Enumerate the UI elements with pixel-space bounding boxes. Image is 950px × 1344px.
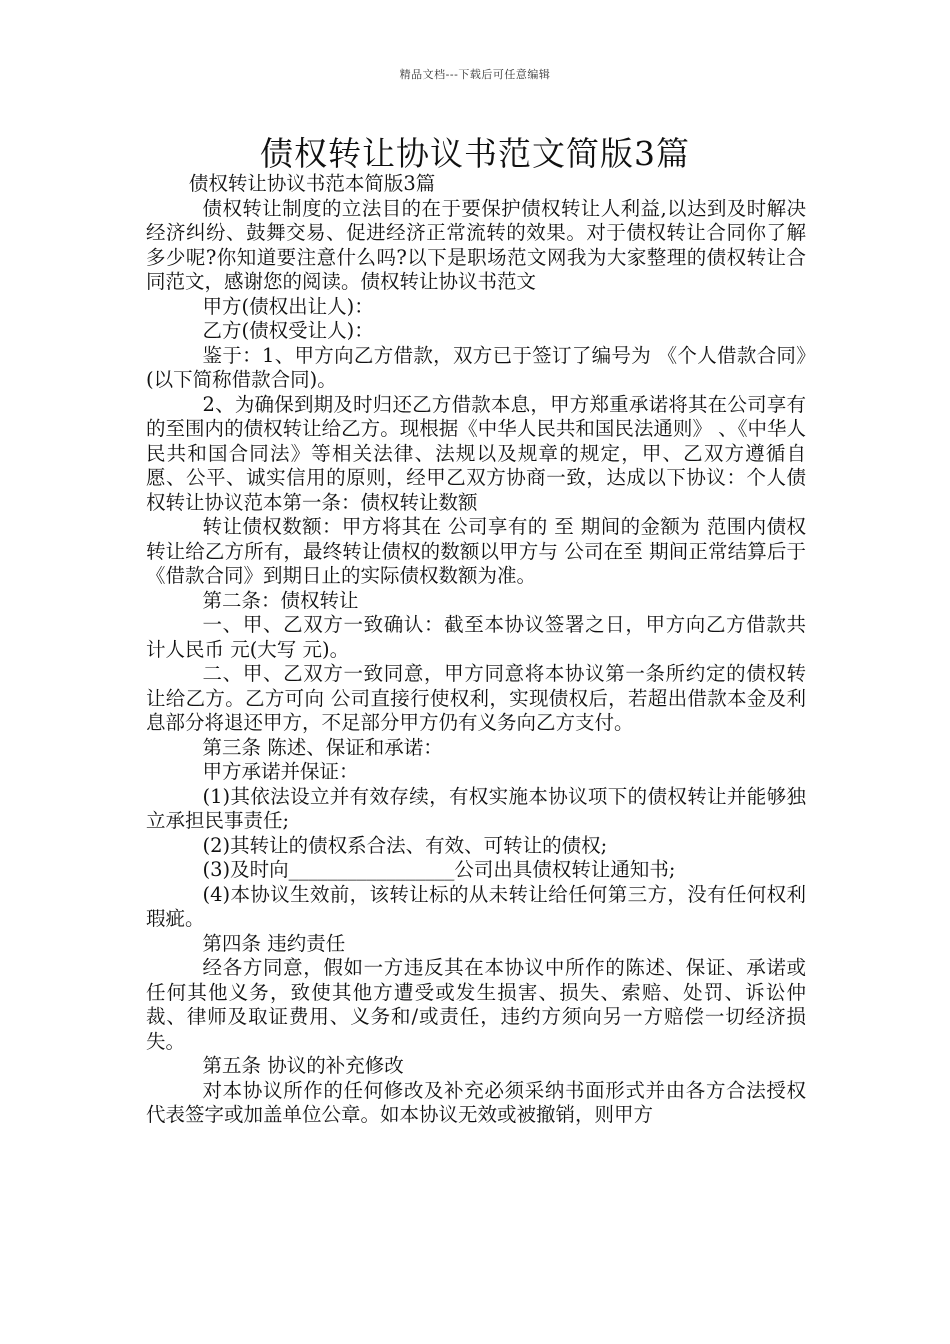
paragraph-party-a-warranty: 甲方承诺并保证： <box>202 760 359 783</box>
paragraph-intro: 债权转让制度的立法目的在于要保护债权转让人利益,以达到及时解决经济纠纷、鼓舞交易、促进经济正常流转的效果。对于债权转让合同你了解多少呢?你知道要注意什么吗?以下是职场范文网我为大家整理的债权转让合同范文，感谢您的阅读。债权转让协议书范文 <box>146 196 806 293</box>
paragraph-breach: 经各方同意，假如一方违反其在本协议中所作的陈述、保证、承诺或任何其他义务，致使其他方遭受或发生损害、损失、索赔、处罚、诉讼仲裁、律师及取证费用、义务和/或责任，违约方须向另一方赔偿一切经济损失。 <box>146 956 806 1053</box>
paragraph-warranty-2: (2)其转让的债权系合法、有效、可转让的债权; <box>202 833 608 857</box>
paragraph-article-2-item-1: 一、甲、乙双方一致确认：截至本协议签署之日，甲方向乙方借款共计人民币 元(大写 元)。 <box>146 613 806 661</box>
paragraph-article-2-item-2: 二、甲、乙双方一致同意，甲方同意将本协议第一条所约定的债权转让给乙方。乙方可向 公司直接行使权利，实现债权后，若超出借款本金及利息部分将退还甲方，不足部分甲方仍有义务向乙方支付。 <box>146 662 806 734</box>
paragraph-whereas-1: 鉴于：1、甲方向乙方借款，双方已于签订了编号为 《个人借款合同》(以下简称借款合同)。 <box>146 343 806 391</box>
header-note: 精品文档---下载后可任意编辑 <box>399 68 551 81</box>
document-title: 债权转让协议书范文简版3篇 <box>260 134 690 173</box>
paragraph-amendment: 对本协议所作的任何修改及补充必须采纳书面形式并由各方合法授权代表签字或加盖单位公章。如本协议无效或被撤销，则甲方 <box>146 1078 806 1126</box>
paragraph-warranty-3: (3)及时向_________________公司出具债权转让通知书; <box>202 858 676 881</box>
document-subtitle: 债权转让协议书范本简版3篇 <box>188 172 436 195</box>
paragraph-party-a: 甲方(债权出让人)： <box>202 294 374 318</box>
article-2-heading: 第二条：债权转让 <box>202 588 359 612</box>
article-4-heading: 第四条 违约责任 <box>202 931 346 955</box>
paragraph-transfer-amount: 转让债权数额：甲方将其在 公司享有的 至 期间的金额为 范围内债权转让给乙方所有，最终转让债权的数额以甲方与 公司在至 期间正常结算后于《借款合同》到期日止的实际债权数额为准。 <box>146 515 806 587</box>
article-5-heading: 第五条 协议的补充修改 <box>202 1054 404 1077</box>
article-3-heading: 第三条 陈述、保证和承诺： <box>202 735 443 759</box>
document-body <box>146 172 806 1128</box>
paragraph-warranty-4: (4)本协议生效前，该转让标的从未转让给任何第三方，没有任何权利瑕疵。 <box>146 882 806 930</box>
paragraph-whereas-2: 2、为确保到期及时归还乙方借款本息，甲方郑重承诺将其在公司享有的至围内的债权转让给乙方。现根据《中华人民共和国民法通则》 、《中华人民共和国合同法》等相关法律、法规以及规章的规定，甲、乙双方遵循自愿、公平、诚实信用的原则，经甲乙双方协商一致，达成以下协议：个人债权转让协议范本第一条：债权转让数额 <box>146 392 806 514</box>
paragraph-party-b: 乙方(债权受让人)： <box>202 319 374 342</box>
paragraph-warranty-1: (1)其依法设立并有效存续，有权实施本协议项下的债权转让并能够独立承担民事责任; <box>146 784 806 832</box>
